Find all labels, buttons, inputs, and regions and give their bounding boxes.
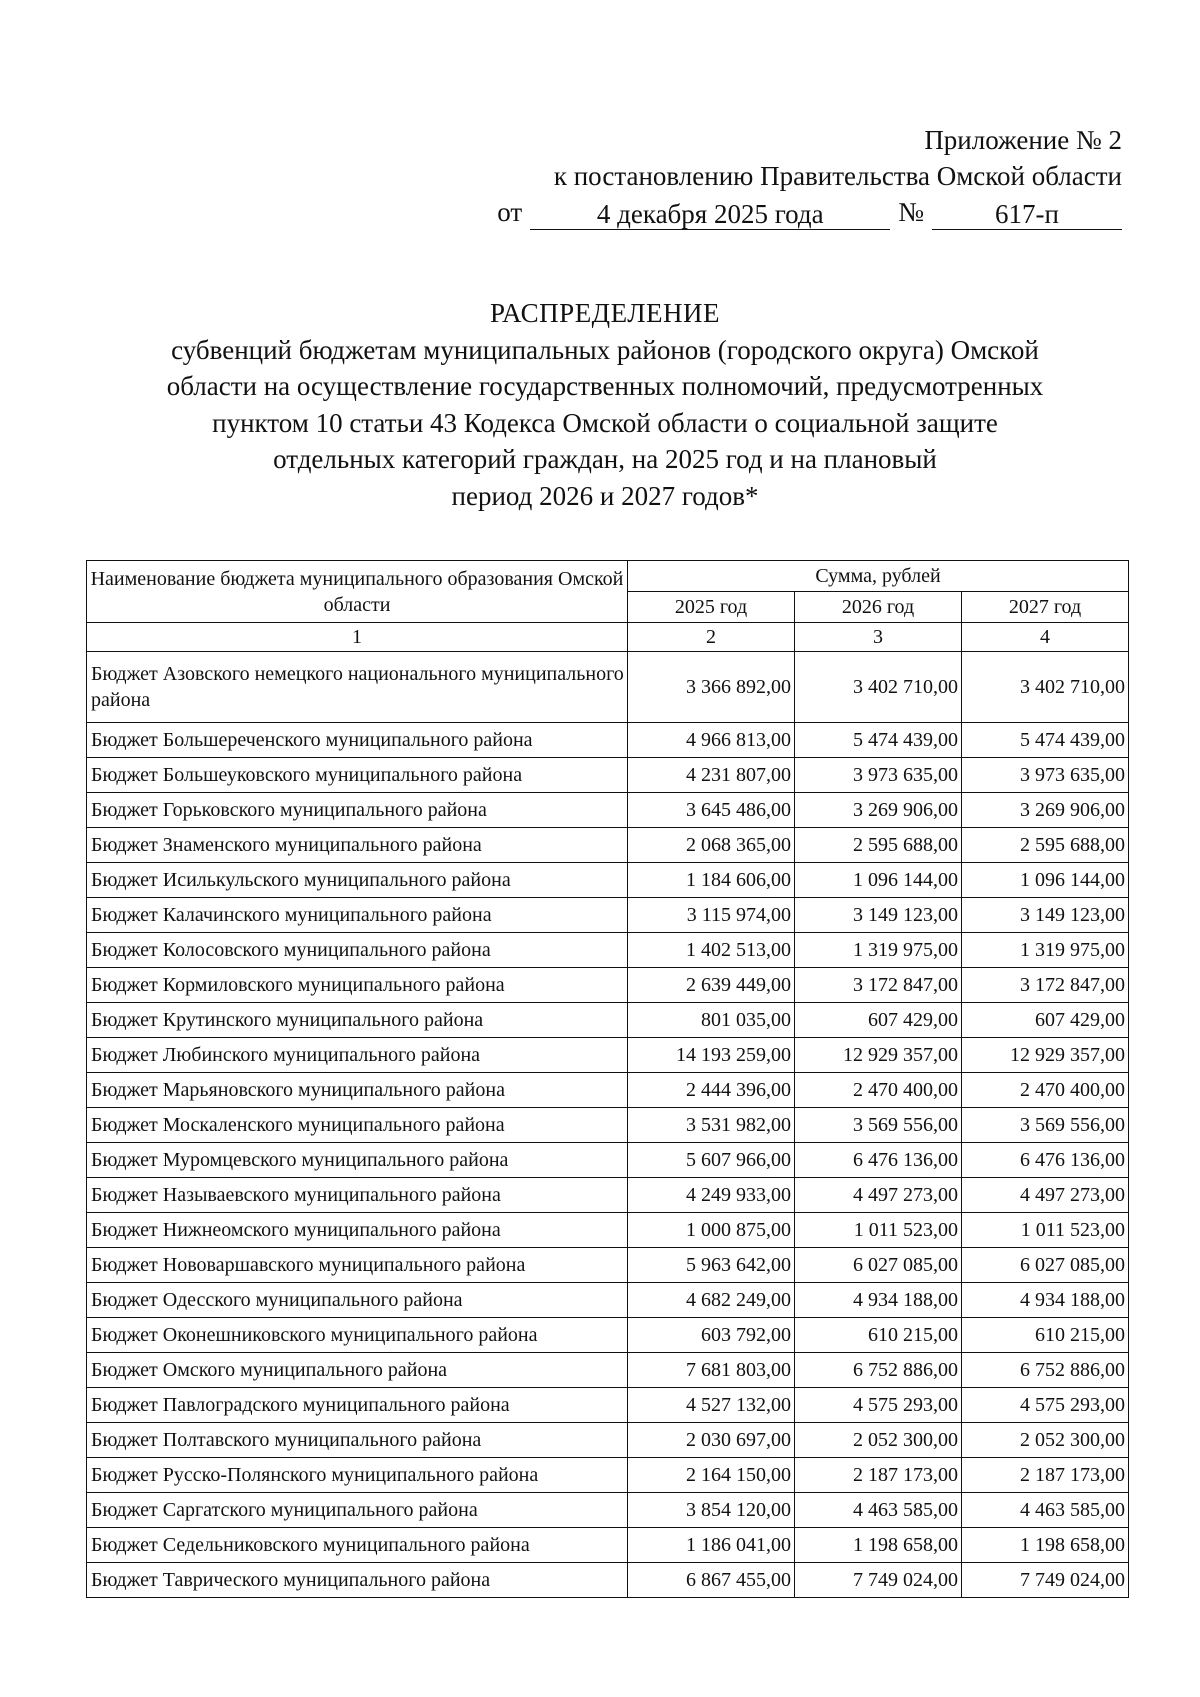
budget-name-cell: Бюджет Нововаршавского муниципального района — [87, 1248, 628, 1283]
sum-2026-cell: 6 027 085,00 — [795, 1248, 962, 1283]
budget-name-cell: Бюджет Одесского муниципального района — [87, 1283, 628, 1318]
budget-name-cell: Бюджет Русско-Полянского муниципального района — [87, 1458, 628, 1493]
sum-2025-cell: 2 164 150,00 — [628, 1458, 795, 1493]
sum-2026-cell: 1 198 658,00 — [795, 1528, 962, 1563]
sum-2027-cell: 2 187 173,00 — [962, 1458, 1129, 1493]
title-line: субвенций бюджетам муниципальных районов (городского округа) Омской — [171, 334, 1039, 365]
budget-name-cell: Бюджет Исилькульского муниципального района — [87, 863, 628, 898]
budget-name-cell: Бюджет Колосовского муниципального района — [87, 933, 628, 968]
budget-name-cell: Бюджет Крутинского муниципального района — [87, 1003, 628, 1038]
col-header-year: 2025 год — [628, 592, 795, 623]
sum-2026-cell: 3 973 635,00 — [795, 758, 962, 793]
sum-2027-cell: 12 929 357,00 — [962, 1038, 1129, 1073]
number-sign: № — [898, 197, 924, 227]
sum-2026-cell: 3 569 556,00 — [795, 1108, 962, 1143]
budget-name-cell: Бюджет Полтавского муниципального района — [87, 1423, 628, 1458]
title-line: отдельных категорий граждан, на 2025 год и на плановый — [273, 444, 937, 474]
sum-2027-cell: 4 497 273,00 — [962, 1178, 1129, 1213]
sum-2025-cell: 4 527 132,00 — [628, 1388, 795, 1423]
sum-2025-cell: 2 068 365,00 — [628, 828, 795, 863]
sum-2025-cell: 1 184 606,00 — [628, 863, 795, 898]
col-header-year: 2027 год — [962, 592, 1129, 623]
budget-name-cell: Бюджет Оконешниковского муниципального района — [87, 1318, 628, 1353]
sum-2026-cell: 5 474 439,00 — [795, 723, 962, 758]
table-row — [87, 863, 1129, 898]
title-line: пунктом 10 статьи 43 Кодекса Омской области о социальной защите — [212, 407, 998, 438]
sum-2025-cell: 2 030 697,00 — [628, 1423, 795, 1458]
sum-2026-cell: 1 319 975,00 — [795, 933, 962, 968]
budget-name-cell: Бюджет Большеуковского муниципального района — [87, 758, 628, 793]
title-main: РАСПРЕДЕЛЕНИЕ — [489, 298, 721, 328]
sum-2027-cell: 7 749 024,00 — [962, 1563, 1129, 1598]
sum-2027-cell: 1 319 975,00 — [962, 933, 1129, 968]
budget-name-cell: Бюджет Павлоградского муниципального района — [87, 1388, 628, 1423]
sum-2026-cell: 6 476 136,00 — [795, 1143, 962, 1178]
table-row — [87, 968, 1129, 1003]
sum-2025-cell: 3 531 982,00 — [628, 1108, 795, 1143]
budget-name-cell: Бюджет Горьковского муниципального района — [87, 793, 628, 828]
table-row — [87, 1353, 1129, 1388]
date-number-line — [482, 194, 1122, 230]
sum-2026-cell: 2 595 688,00 — [795, 828, 962, 863]
sum-2027-cell: 4 463 585,00 — [962, 1493, 1129, 1528]
sum-2027-cell: 6 752 886,00 — [962, 1353, 1129, 1388]
table-body — [87, 652, 1129, 1598]
sum-2027-cell: 6 027 085,00 — [962, 1248, 1129, 1283]
sum-2025-cell: 3 645 486,00 — [628, 793, 795, 828]
sum-2026-cell: 1 096 144,00 — [795, 863, 962, 898]
sum-2025-cell: 1 402 513,00 — [628, 933, 795, 968]
sum-2027-cell: 5 474 439,00 — [962, 723, 1129, 758]
table-row — [87, 1248, 1129, 1283]
sum-2026-cell: 4 463 585,00 — [795, 1493, 962, 1528]
sum-2025-cell: 6 867 455,00 — [628, 1563, 795, 1598]
sum-2025-cell: 1 186 041,00 — [628, 1528, 795, 1563]
budget-name-cell: Бюджет Марьяновского муниципального района — [87, 1073, 628, 1108]
budget-name-cell: Бюджет Седельниковского муниципального района — [87, 1528, 628, 1563]
sum-2027-cell: 3 973 635,00 — [962, 758, 1129, 793]
sum-2027-cell: 1 096 144,00 — [962, 863, 1129, 898]
table-row — [87, 1563, 1129, 1598]
budget-name-cell: Бюджет Саргатского муниципального района — [87, 1493, 628, 1528]
sum-2026-cell: 3 269 906,00 — [795, 793, 962, 828]
sum-2026-cell: 2 052 300,00 — [795, 1423, 962, 1458]
sum-2027-cell: 6 476 136,00 — [962, 1143, 1129, 1178]
sum-2025-cell: 603 792,00 — [628, 1318, 795, 1353]
table-row — [87, 1038, 1129, 1073]
sum-2025-cell: 4 249 933,00 — [628, 1178, 795, 1213]
table-row — [87, 1458, 1129, 1493]
sum-2026-cell: 607 429,00 — [795, 1003, 962, 1038]
document-header — [482, 122, 1122, 230]
title-line: области на осуществление государственных полномочий, предусмотренных — [166, 371, 1044, 401]
budget-name-cell: Бюджет Таврического муниципального района — [87, 1563, 628, 1598]
budget-name-cell: Бюджет Большереченского муниципального района — [87, 723, 628, 758]
sum-2026-cell: 12 929 357,00 — [795, 1038, 962, 1073]
distribution-table — [86, 560, 1129, 1598]
table-row — [87, 933, 1129, 968]
sum-2027-cell: 3 569 556,00 — [962, 1108, 1129, 1143]
sum-2025-cell: 801 035,00 — [628, 1003, 795, 1038]
table-row — [87, 1073, 1129, 1108]
sum-2027-cell: 2 595 688,00 — [962, 828, 1129, 863]
sum-2026-cell: 2 470 400,00 — [795, 1073, 962, 1108]
sum-2025-cell: 14 193 259,00 — [628, 1038, 795, 1073]
sum-2025-cell: 5 963 642,00 — [628, 1248, 795, 1283]
resolution-label: к постановлению Правительства Омской области — [553, 161, 1122, 191]
sum-2025-cell: 4 682 249,00 — [628, 1283, 795, 1318]
sum-2027-cell: 3 402 710,00 — [962, 652, 1129, 723]
sum-2027-cell: 1 011 523,00 — [962, 1213, 1129, 1248]
sum-2025-cell: 5 607 966,00 — [628, 1143, 795, 1178]
col-header-name: Наименование бюджета муниципального образования Омской области — [87, 561, 628, 623]
sum-2027-cell: 4 934 188,00 — [962, 1283, 1129, 1318]
budget-name-cell: Бюджет Знаменского муниципального района — [87, 828, 628, 863]
sum-2025-cell: 4 966 813,00 — [628, 723, 795, 758]
table-row — [87, 1283, 1129, 1318]
table-row — [87, 828, 1129, 863]
table-row — [87, 1528, 1129, 1563]
table-row — [87, 652, 1129, 723]
sum-2026-cell: 4 934 188,00 — [795, 1283, 962, 1318]
table-row — [87, 898, 1129, 933]
table-row — [87, 758, 1129, 793]
sum-2025-cell: 2 444 396,00 — [628, 1073, 795, 1108]
sum-2026-cell: 3 149 123,00 — [795, 898, 962, 933]
table-row — [87, 1003, 1129, 1038]
table-row — [87, 1213, 1129, 1248]
col-number: 4 — [962, 623, 1129, 652]
sum-2026-cell: 4 575 293,00 — [795, 1388, 962, 1423]
sum-2027-cell: 2 470 400,00 — [962, 1073, 1129, 1108]
title-line: период 2026 и 2027 годов* — [451, 480, 759, 511]
sum-2027-cell: 3 149 123,00 — [962, 898, 1129, 933]
sum-2025-cell: 4 231 807,00 — [628, 758, 795, 793]
sum-2026-cell: 3 172 847,00 — [795, 968, 962, 1003]
sum-2027-cell: 3 269 906,00 — [962, 793, 1129, 828]
sum-2026-cell: 1 011 523,00 — [795, 1213, 962, 1248]
budget-name-cell: Бюджет Калачинского муниципального района — [87, 898, 628, 933]
table-row — [87, 1318, 1129, 1353]
table-row — [87, 793, 1129, 828]
sum-2025-cell: 2 639 449,00 — [628, 968, 795, 1003]
budget-name-cell: Бюджет Омского муниципального района — [87, 1353, 628, 1388]
table-row — [87, 1388, 1129, 1423]
col-number: 2 — [628, 623, 795, 652]
document-title — [100, 295, 1110, 514]
resolution-number: 617-п — [932, 199, 1122, 230]
sum-2027-cell: 610 215,00 — [962, 1318, 1129, 1353]
sum-2026-cell: 4 497 273,00 — [795, 1178, 962, 1213]
table-row — [87, 1423, 1129, 1458]
sum-2027-cell: 607 429,00 — [962, 1003, 1129, 1038]
sum-2026-cell: 2 187 173,00 — [795, 1458, 962, 1493]
table-row — [87, 1178, 1129, 1213]
sum-2027-cell: 2 052 300,00 — [962, 1423, 1129, 1458]
table-row — [87, 1493, 1129, 1528]
table-row — [87, 723, 1129, 758]
sum-2026-cell: 6 752 886,00 — [795, 1353, 962, 1388]
sum-2027-cell: 1 198 658,00 — [962, 1528, 1129, 1563]
sum-2025-cell: 7 681 803,00 — [628, 1353, 795, 1388]
budget-name-cell: Бюджет Москаленского муниципального района — [87, 1108, 628, 1143]
sum-2027-cell: 3 172 847,00 — [962, 968, 1129, 1003]
budget-name-cell: Бюджет Кормиловского муниципального района — [87, 968, 628, 1003]
budget-name-cell: Бюджет Муромцевского муниципального района — [87, 1143, 628, 1178]
table-row — [87, 1143, 1129, 1178]
sum-2026-cell: 3 402 710,00 — [795, 652, 962, 723]
col-number: 3 — [795, 623, 962, 652]
budget-name-cell: Бюджет Нижнеомского муниципального района — [87, 1213, 628, 1248]
budget-name-cell: Бюджет Называевского муниципального района — [87, 1178, 628, 1213]
sum-2025-cell: 3 115 974,00 — [628, 898, 795, 933]
sum-2025-cell: 3 854 120,00 — [628, 1493, 795, 1528]
sum-2027-cell: 4 575 293,00 — [962, 1388, 1129, 1423]
col-header-sum: Сумма, рублей — [628, 561, 1129, 592]
sum-2026-cell: 610 215,00 — [795, 1318, 962, 1353]
sum-2025-cell: 3 366 892,00 — [628, 652, 795, 723]
col-header-year: 2026 год — [795, 592, 962, 623]
date-prefix: от — [497, 197, 523, 227]
appendix-label: Приложение № 2 — [924, 125, 1122, 155]
budget-name-cell: Бюджет Любинского муниципального района — [87, 1038, 628, 1073]
resolution-date: 4 декабря 2025 года — [530, 199, 890, 230]
table-row — [87, 1108, 1129, 1143]
col-number: 1 — [87, 623, 628, 652]
budget-name-cell: Бюджет Азовского немецкого национального муниципального района — [87, 652, 628, 723]
sum-2025-cell: 1 000 875,00 — [628, 1213, 795, 1248]
sum-2026-cell: 7 749 024,00 — [795, 1563, 962, 1598]
